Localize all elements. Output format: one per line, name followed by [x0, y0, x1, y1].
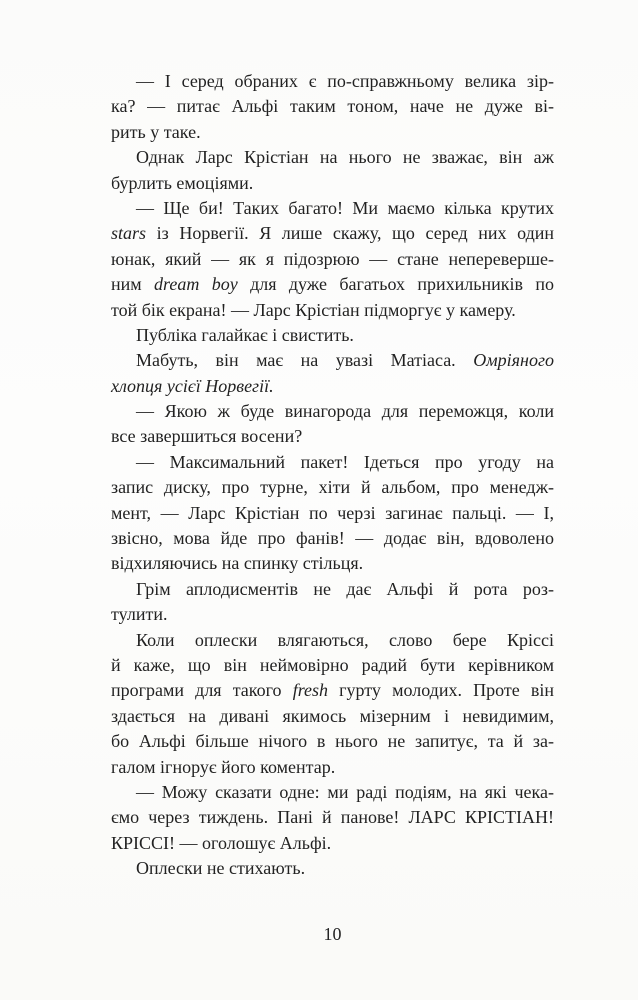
text-line — [111, 120, 554, 145]
paragraph — [111, 577, 554, 628]
text-run: — І серед обраних є по-справжньому велика зір- — [136, 71, 554, 91]
paragraph — [111, 450, 554, 577]
text-line — [111, 729, 554, 754]
text-run: тулити. — [111, 604, 168, 625]
text-line — [111, 348, 554, 373]
paragraph — [111, 780, 554, 856]
text-run: — Максимальний пакет! Ідеться про угоду на — [136, 451, 554, 472]
text-run: юнак, який — як я підозрюю — стане непереверше- — [111, 248, 554, 269]
text-run: — Ще би! Таких багато! Ми маємо кілька крутих — [136, 197, 554, 218]
text-run: Грім аплодисментів не дає Альфі й рота роз- — [136, 578, 554, 599]
text-line — [111, 450, 554, 475]
text-run: Коли оплески влягаються, слово бере Кріссі — [136, 629, 554, 650]
text-line — [111, 298, 554, 323]
text-line — [111, 272, 554, 297]
text-run: звісно, мова йде про фанів! — додає він, вдоволено — [111, 528, 554, 549]
text-line — [111, 374, 554, 399]
text-run: той бік екрана! — Ларс Крістіан підморгує у камеру. — [111, 299, 516, 320]
text-line — [111, 678, 554, 703]
text-run: запис диску, про турне, хіти й альбом, про менедж- — [111, 477, 554, 498]
paragraph — [111, 348, 554, 399]
text-line — [111, 323, 554, 348]
text-line — [111, 171, 554, 196]
text-line — [111, 145, 554, 170]
text-run: ка? — питає Альфі таким тоном, наче не дуже ві- — [111, 96, 554, 117]
text-run: Публіка галайкає і свистить. — [136, 324, 354, 345]
text-line — [111, 856, 554, 881]
paragraph — [111, 628, 554, 780]
text-line — [111, 805, 554, 830]
text-run: гурту молодих. Проте він — [328, 680, 554, 701]
text-run: — Можу сказати одне: ми раді подіям, на які чека- — [136, 781, 554, 802]
text-line — [111, 94, 554, 119]
italic-text-run: fresh — [292, 680, 329, 701]
text-line — [111, 196, 554, 221]
text-line — [111, 526, 554, 551]
text-run: відхиляючись на спинку стільця. — [111, 553, 364, 574]
paragraph — [111, 145, 554, 196]
text-line — [111, 577, 554, 602]
text-line — [111, 475, 554, 500]
text-line — [111, 69, 554, 94]
text-run: Оплески не стихають. — [136, 858, 306, 879]
page-number: 10 — [323, 924, 342, 944]
text-run: — Якою ж буде винагорода для переможця, коли — [136, 401, 554, 422]
paragraph — [111, 323, 554, 348]
text-line — [111, 551, 554, 576]
text-run: мент, — Ларс Крістіан по черзі загинає пальці. — І, — [111, 502, 554, 523]
text-line — [111, 221, 554, 246]
text-run: Однак Ларс Крістіан на нього не зважає, він аж — [136, 147, 554, 168]
text-run: КРІССІ! — оголошує Альфі. — [111, 832, 332, 853]
text-line — [111, 628, 554, 653]
text-run: Мабуть, він має на увазі Матіаса. — [136, 350, 474, 371]
text-line — [111, 247, 554, 272]
text-run: програми для такого — [111, 680, 293, 701]
text-run: все завершиться восени? — [111, 426, 303, 447]
text-line — [111, 755, 554, 780]
text-run: ємо через тиждень. Пані й панове! ЛАРС КРІСТІАН! — [111, 807, 554, 828]
text-line — [111, 424, 554, 449]
text-line — [111, 831, 554, 856]
paragraph — [111, 856, 554, 881]
text-run: для дуже багатьох прихильників по — [237, 274, 554, 295]
text-run: рить у таке. — [111, 121, 201, 142]
italic-text-run: Омріяного — [473, 350, 554, 371]
text-line — [111, 602, 554, 627]
text-line — [111, 780, 554, 805]
text-run: із Норвегії. Я лише скажу, що серед них один — [146, 223, 554, 244]
text-line — [111, 704, 554, 729]
italic-text-run: хлопця усієї Норвегії. — [111, 375, 274, 396]
paragraph — [111, 196, 554, 323]
paragraph — [111, 69, 554, 145]
text-run: бурлить емоціями. — [111, 172, 254, 193]
text-run: галом ігнорує його коментар. — [111, 756, 336, 777]
text-line — [111, 653, 554, 678]
text-run: ним — [111, 274, 155, 295]
page-text-block — [111, 69, 554, 882]
text-run: й каже, що він неймовірно радий бути керівником — [111, 654, 554, 675]
text-run: здається на дивані якимось мізерним і невидимим, — [111, 705, 554, 726]
paragraph — [111, 399, 554, 450]
italic-text-run: dream boy — [154, 274, 238, 295]
text-run: бо Альфі більше нічого в нього не запитує, та й за- — [111, 731, 554, 752]
italic-text-run: stars — [111, 223, 147, 244]
text-line — [111, 501, 554, 526]
text-line — [111, 399, 554, 424]
